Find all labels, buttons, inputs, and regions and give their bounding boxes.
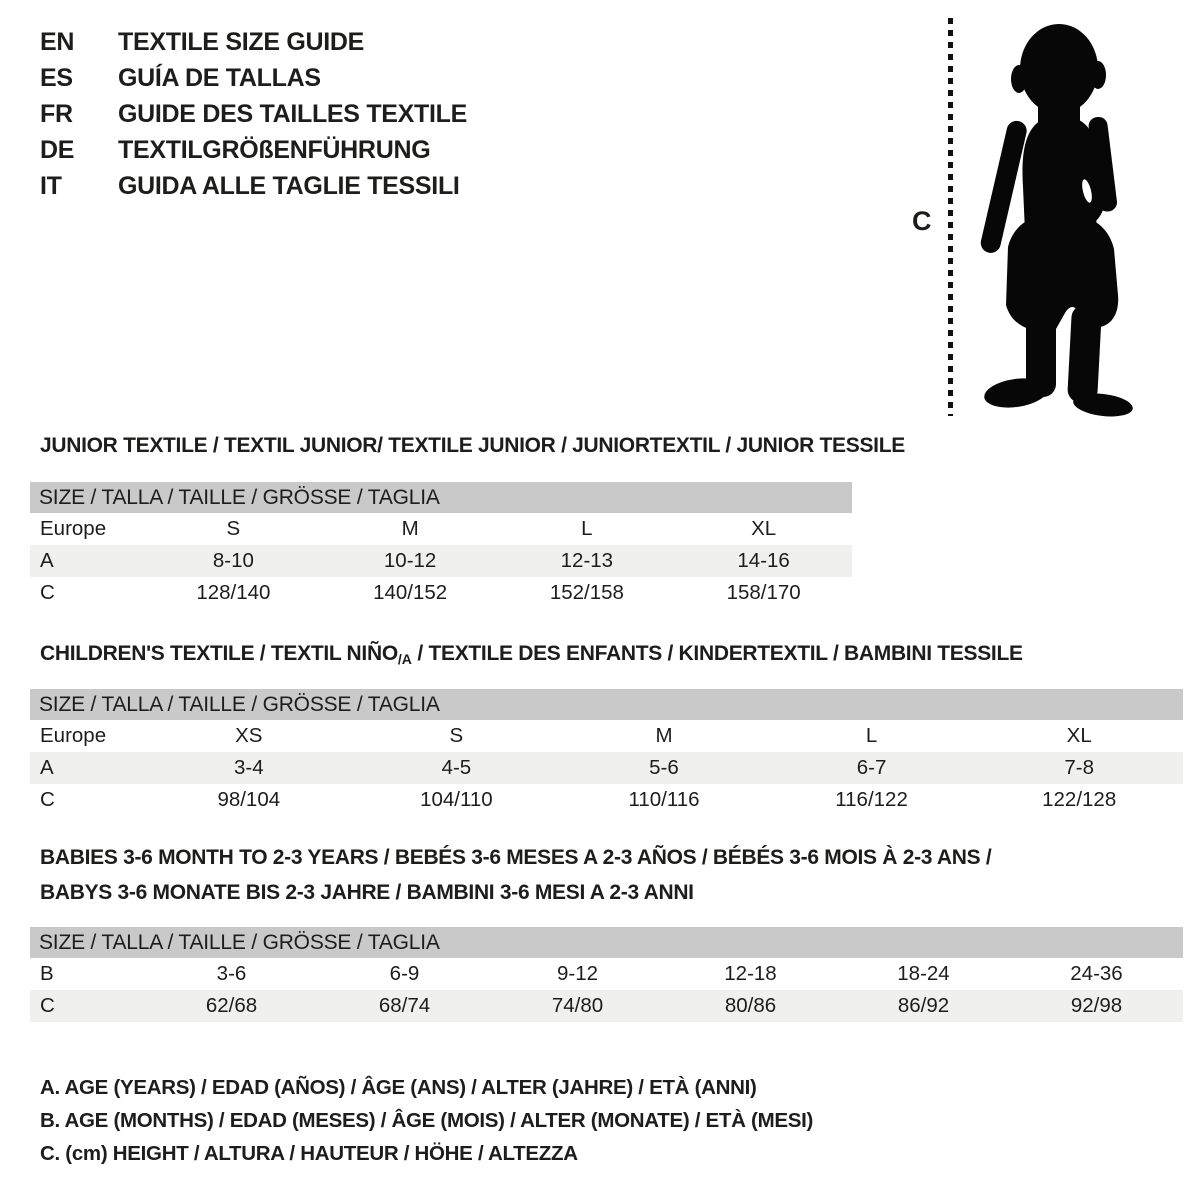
guide-title-en: TEXTILE SIZE GUIDE <box>118 27 365 56</box>
size-header-label: SIZE / TALLA / TAILLE / GRÖSSE / TAGLIA <box>30 689 1183 720</box>
size-cell: XS <box>235 724 263 747</box>
babies-section-title <box>40 840 991 910</box>
children-size-table <box>30 689 1183 816</box>
language-title-list <box>40 24 467 204</box>
language-code: IT <box>40 171 62 200</box>
babies-months-row <box>30 958 1183 990</box>
measurement-legend <box>40 1071 813 1170</box>
height-cell: 122/128 <box>1042 788 1117 811</box>
language-row-es <box>40 60 467 96</box>
months-cell: 3-6 <box>216 962 247 985</box>
height-cell: 140/152 <box>373 581 448 604</box>
babies-title-line2: BABYS 3-6 MONATE BIS 2-3 JAHRE / BAMBINI 3-6 MESI A 2-3 ANNI <box>40 881 694 904</box>
row-label: C <box>40 581 55 604</box>
age-cell: 6-7 <box>768 752 976 784</box>
guide-title-de: TEXTILGRÖßENFÜHRUNG <box>118 135 431 164</box>
height-measure-figure <box>880 0 1200 420</box>
children-height-row <box>30 784 1183 816</box>
height-cell: 80/86 <box>664 990 837 1022</box>
toddler-silhouette-icon <box>968 16 1148 418</box>
row-label: Europe <box>40 724 107 747</box>
language-code: ES <box>40 63 73 92</box>
size-header-row <box>30 482 852 513</box>
size-cell: XL <box>751 517 777 540</box>
size-header-label: SIZE / TALLA / TAILLE / GRÖSSE / TAGLIA <box>30 927 1183 958</box>
row-label: A <box>30 545 145 577</box>
months-cell: 6-9 <box>389 962 420 985</box>
months-cell: 18-24 <box>897 962 950 985</box>
height-cell: 152/158 <box>549 581 624 604</box>
babies-height-row <box>30 990 1183 1022</box>
guide-title-it: GUIDA ALLE TAGLIE TESSILI <box>118 171 460 200</box>
age-cell: 4-5 <box>353 752 561 784</box>
children-title-sub: /A <box>397 651 412 667</box>
measure-c-label: C <box>912 206 932 236</box>
row-label: Europe <box>40 517 107 540</box>
months-cell: 24-36 <box>1070 962 1123 985</box>
height-cell: 68/74 <box>318 990 491 1022</box>
height-cell: 92/98 <box>1010 990 1183 1022</box>
height-cell: 158/170 <box>726 581 801 604</box>
children-title-suffix: / TEXTILE DES ENFANTS / KINDERTEXTIL / BAMBINI TESSILE <box>411 642 1023 665</box>
junior-size-table <box>30 482 852 609</box>
height-dashed-line <box>948 18 953 416</box>
legend-age-months: B. AGE (MONTHS) / EDAD (MESES) / ÂGE (MOIS) / ALTER (MONATE) / ETÀ (MESI) <box>40 1108 814 1132</box>
height-cell: 116/122 <box>835 788 908 811</box>
junior-europe-row <box>30 513 852 545</box>
age-cell: 8-10 <box>145 545 322 577</box>
age-cell: 5-6 <box>560 752 768 784</box>
size-cell: M <box>401 517 419 540</box>
size-cell: M <box>655 724 673 747</box>
months-cell: 9-12 <box>556 962 599 985</box>
row-label: C <box>30 990 145 1022</box>
children-age-row <box>30 752 1183 784</box>
size-cell: XL <box>1066 724 1092 747</box>
row-label: C <box>40 788 55 811</box>
children-title-prefix: CHILDREN'S TEXTILE / TEXTIL NIÑO <box>40 642 398 665</box>
height-cell: 104/110 <box>420 788 493 811</box>
row-label: B <box>40 962 54 985</box>
size-cell: L <box>865 724 878 747</box>
height-cell: 128/140 <box>196 581 271 604</box>
junior-height-row <box>30 577 852 609</box>
height-cell: 98/104 <box>217 788 281 811</box>
junior-section-title: JUNIOR TEXTILE / TEXTIL JUNIOR/ TEXTILE JUNIOR / JUNIORTEXTIL / JUNIOR TESSILE <box>40 434 905 457</box>
language-row-it <box>40 168 467 204</box>
language-code: FR <box>40 99 73 128</box>
size-header-label: SIZE / TALLA / TAILLE / GRÖSSE / TAGLIA <box>30 482 852 513</box>
language-row-de <box>40 132 467 168</box>
language-row-en <box>40 24 467 60</box>
height-cell: 62/68 <box>145 990 318 1022</box>
language-code: DE <box>40 135 75 164</box>
height-cell: 110/116 <box>628 788 700 811</box>
height-cell: 74/80 <box>491 990 664 1022</box>
legend-height-cm: C. (cm) HEIGHT / ALTURA / HAUTEUR / HÖHE / ALTEZZA <box>40 1141 578 1165</box>
size-header-row <box>30 927 1183 958</box>
guide-title-es: GUÍA DE TALLAS <box>118 63 321 92</box>
language-row-fr <box>40 96 467 132</box>
age-cell: 12-13 <box>499 545 676 577</box>
size-header-row <box>30 689 1183 720</box>
size-cell: L <box>581 517 593 540</box>
size-cell: S <box>226 517 241 540</box>
babies-size-table <box>30 927 1183 1022</box>
children-europe-row <box>30 720 1183 752</box>
row-label: A <box>30 752 145 784</box>
children-section-title <box>40 642 1023 667</box>
legend-age-years: A. AGE (YEARS) / EDAD (AÑOS) / ÂGE (ANS) / ALTER (JAHRE) / ETÀ (ANNI) <box>40 1075 757 1099</box>
age-cell: 14-16 <box>675 545 852 577</box>
age-cell: 3-4 <box>145 752 353 784</box>
height-cell: 86/92 <box>837 990 1010 1022</box>
size-cell: S <box>449 724 464 747</box>
age-cell: 7-8 <box>975 752 1183 784</box>
junior-age-row <box>30 545 852 577</box>
months-cell: 12-18 <box>724 962 777 985</box>
guide-title-fr: GUIDE DES TAILLES TEXTILE <box>118 99 468 128</box>
age-cell: 10-12 <box>322 545 499 577</box>
babies-title-line1: BABIES 3-6 MONTH TO 2-3 YEARS / BEBÉS 3-6 MESES A 2-3 AÑOS / BÉBÉS 3-6 MOIS À 2-3 ANS / <box>40 846 992 869</box>
language-code: EN <box>40 27 75 56</box>
